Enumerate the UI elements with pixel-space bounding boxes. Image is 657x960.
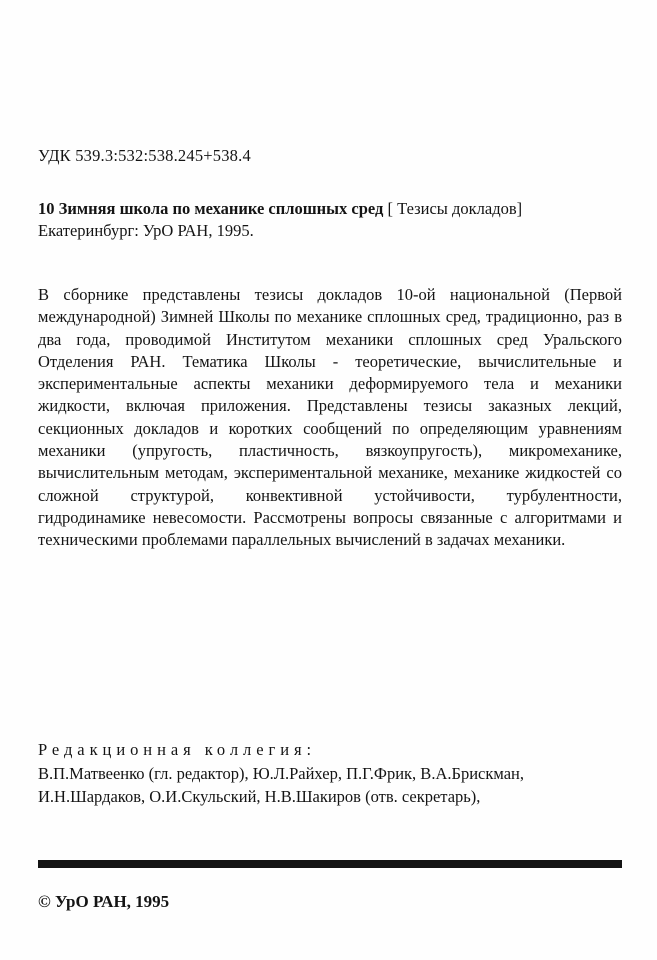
editorial-board-block: [38, 738, 622, 808]
horizontal-divider-bar: [38, 860, 622, 868]
title-line: [38, 198, 622, 220]
title-block: [38, 198, 622, 242]
udk-classification-line: УДК 539.3:532:538.245+538.4: [38, 146, 251, 165]
book-title: 10 Зимняя школа по механике сплошных сред: [38, 199, 384, 218]
editorial-board-line-1: В.П.Матвеенко (гл. редактор), Ю.Л.Райхер, П.Г.Фрик, В.А.Брискман,: [38, 764, 524, 783]
copyright-line: © УрО РАН, 1995: [38, 892, 170, 911]
imprint-line: Екатеринбург: УрО РАН, 1995.: [38, 221, 254, 240]
title-subtitle: [ Тезисы докладов]: [383, 199, 523, 218]
editorial-board-line-2: И.Н.Шардаков, О.И.Скульский, Н.В.Шакиров (отв. секретарь),: [38, 787, 481, 806]
abstract-paragraph: В сборнике представлены тезисы докладов 10-ой национальной (Первой международной) Зимней Школы по механике сплошных сред, традиционно, раз в два года, проводимой Институтом механики сплошных сред Уральского Отделения РАН. Тематика Школы - теоретические, вычислительные и экспериментальные аспекты механики деформируемого тела и механики жидкости, включая приложения. Представлены тезисы заказных лекций, секционных докладов и коротких сообщений по определяющим уравнениям механики (упругость, пластичность, вязкоупругость), микромеханике, вычислительным методам, экспериментальной механике, механике жидкостей со сложной структурой, конвективной устойчивости, турбулентности, гидродинамике невесомости. Рассмотрены вопросы связанные с алгоритмами и техническими проблемами параллельных вычислений в задачах механики.: [38, 285, 622, 550]
editorial-board-heading: Редакционная коллегия:: [38, 740, 317, 759]
